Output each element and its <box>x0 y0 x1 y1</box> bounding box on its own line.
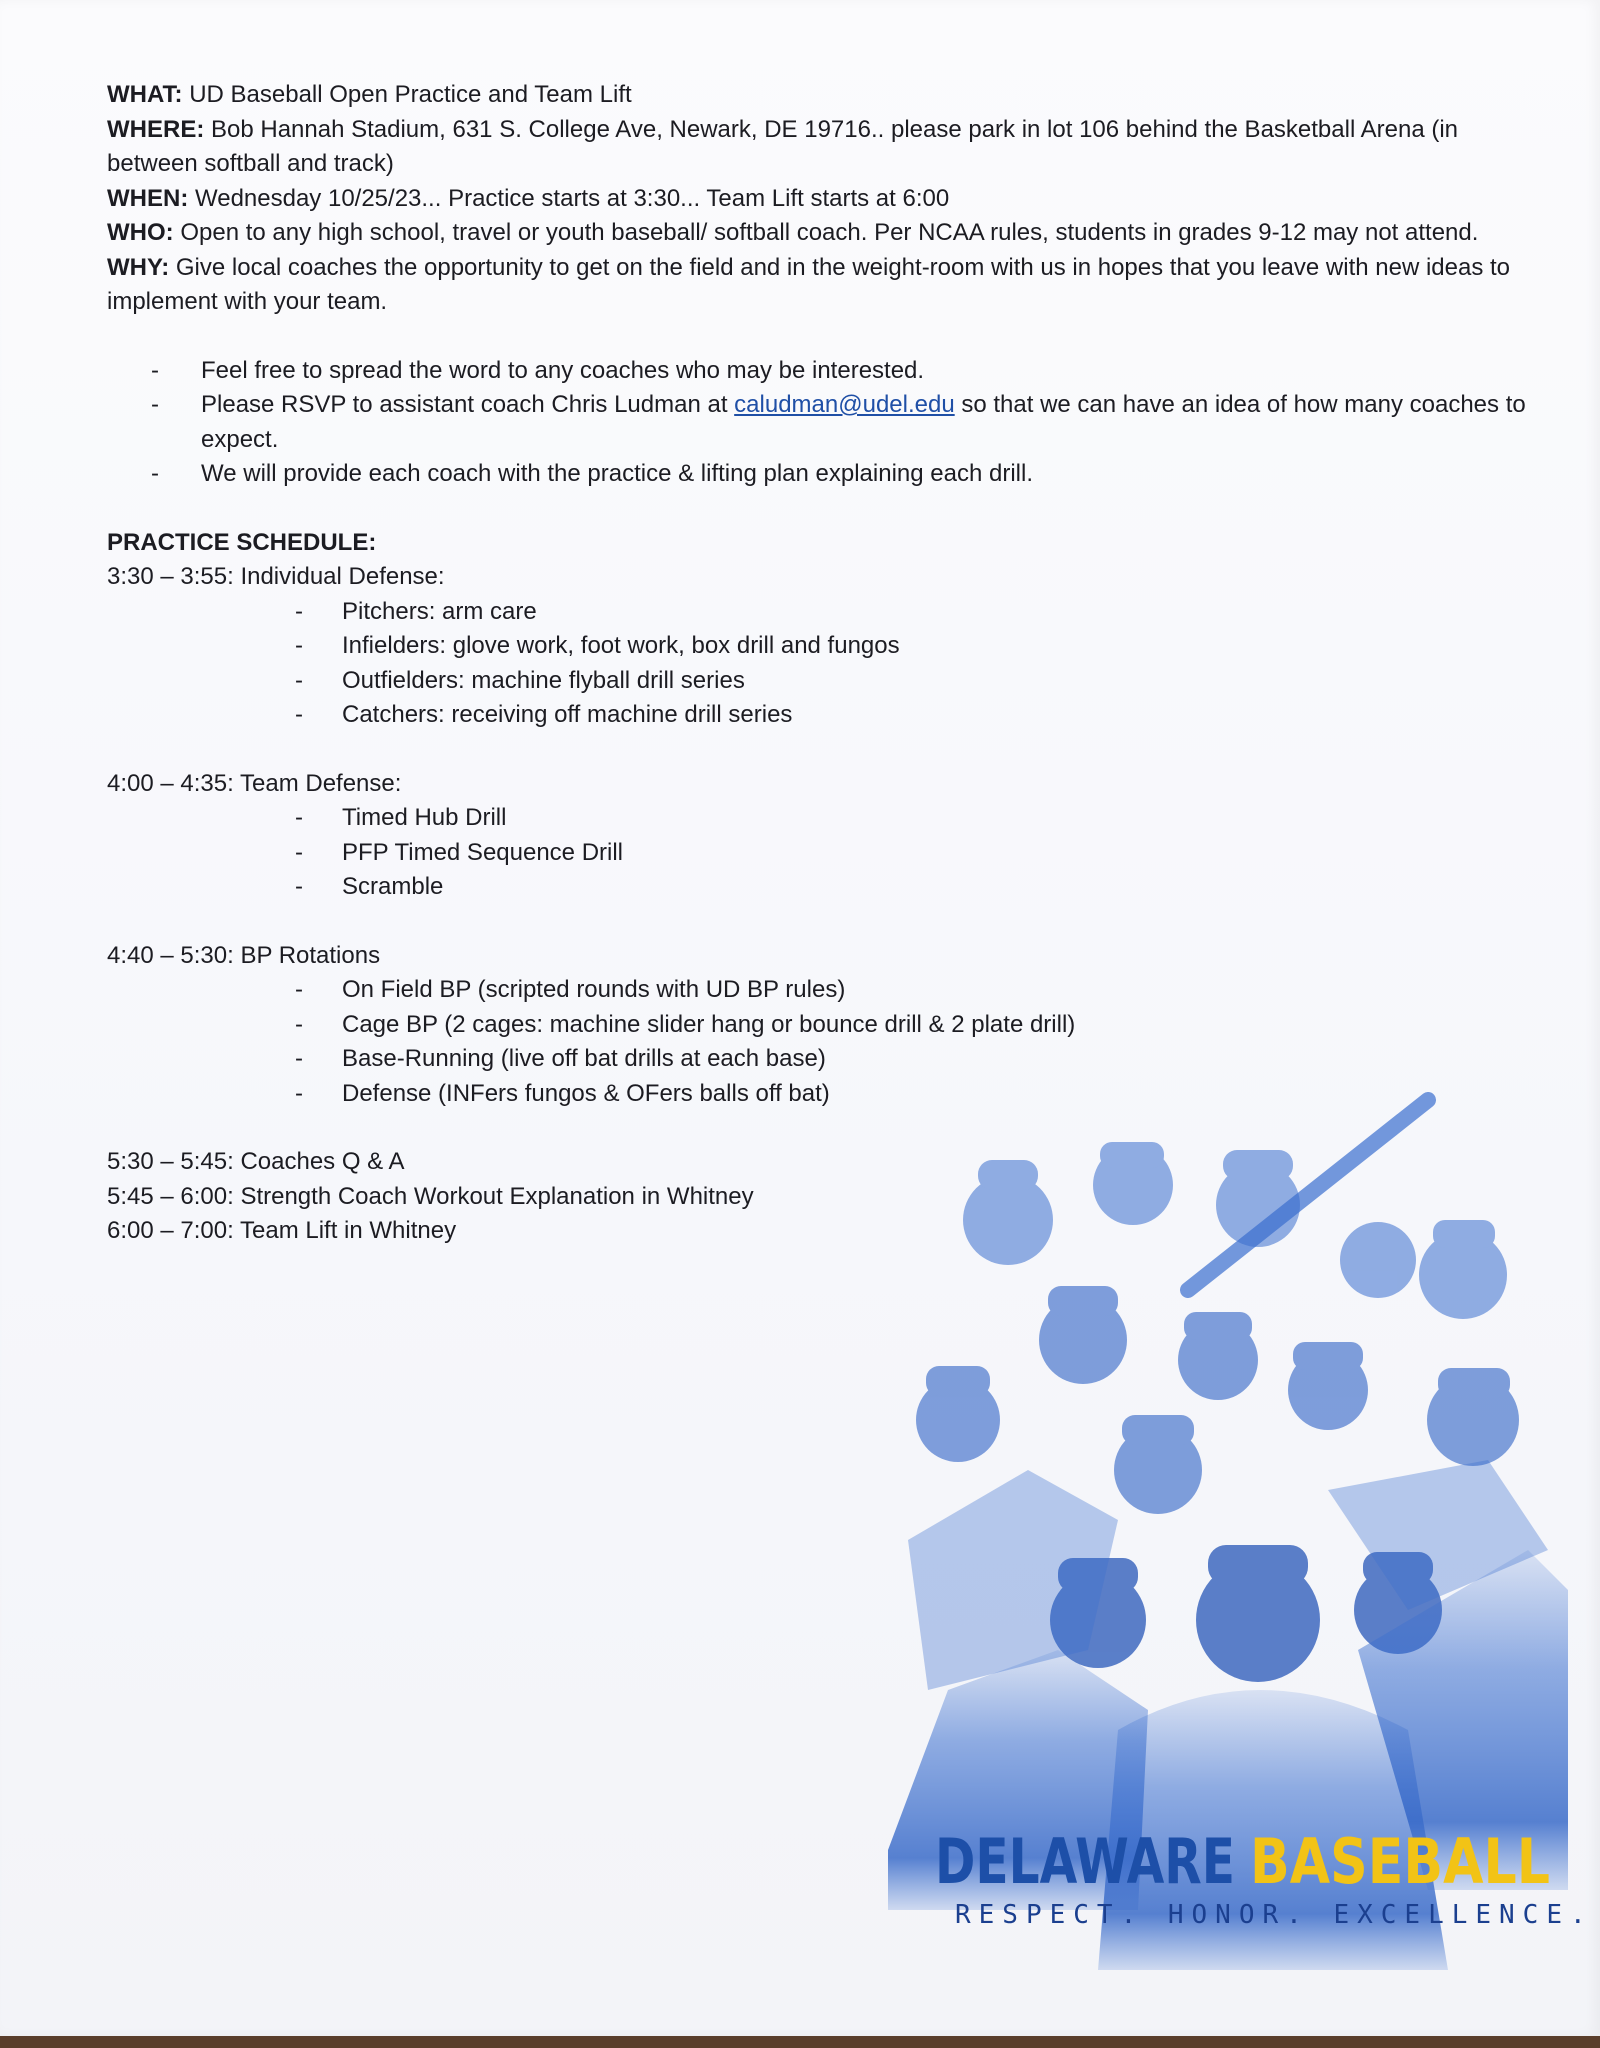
why-value: Give local coaches the opportunity to get on the field and in the weight-room with us in hopes that you leave with new ideas to implement with your team. <box>107 253 1511 315</box>
where-line <box>107 113 1547 182</box>
schedule-item: - Timed Hub Drill <box>295 804 507 831</box>
note-item: - Please RSVP to assistant coach Chris Ludman at caludman@udel.edu so that we can have an idea of how many coaches to expect. <box>151 391 1526 453</box>
who-line <box>107 216 1547 251</box>
schedule-item: - Catchers: receiving off machine drill series <box>295 701 793 728</box>
who-value: Open to any high school, travel or youth baseball/ softball coach. Per NCAA rules, students in grades 9-12 may not attend. <box>173 219 1479 246</box>
where-value: Bob Hannah Stadium, 631 S. College Ave, Newark, DE 19716.. please park in lot 106 behind the Basketball Arena (in between softball and track) <box>107 115 1459 177</box>
why-label: WHY: <box>107 253 170 281</box>
schedule-item: - Cage BP (2 cages: machine slider hang or bounce drill & 2 plate drill) <box>295 1010 1076 1038</box>
schedule-item: - Pitchers: arm care <box>295 597 537 625</box>
what-line <box>107 78 1547 113</box>
schedule-block-title: 3:30 – 3:55: Individual Defense: <box>107 563 445 590</box>
svg-text:BASEBALL: BASEBALL <box>1250 1825 1550 1898</box>
schedule-item: - PFP Timed Sequence Drill <box>295 838 624 866</box>
schedule-item: - Defense (INFers fungos & OFers balls off bat) <box>295 1079 830 1107</box>
schedule-block-title: 4:00 – 4:35: Team Defense: <box>107 769 402 797</box>
where-label: WHERE: <box>107 115 205 143</box>
note-item: - We will provide each coach with the practice & lifting plan explaining each drill. <box>151 460 1033 487</box>
rsvp-email-link[interactable]: caludman@udel.edu <box>734 391 955 418</box>
schedule-closing-item: 5:45 – 6:00: Strength Coach Workout Explanation in Whitney <box>107 1182 754 1210</box>
svg-text:DELAWARE: DELAWARE <box>935 1825 1235 1898</box>
schedule-item: - On Field BP (scripted rounds with UD BP rules) <box>295 976 846 1003</box>
why-line <box>107 251 1547 320</box>
delaware-baseball-logo <box>935 1825 1555 1898</box>
note-item: - Feel free to spread the word to any coaches who may be interested. <box>151 356 925 384</box>
when-line <box>107 182 1547 217</box>
schedule-closing-item: 6:00 – 7:00: Team Lift in Whitney <box>107 1217 457 1244</box>
schedule-closing-item: 5:30 – 5:45: Coaches Q & A <box>107 1148 405 1175</box>
when-label: WHEN: <box>107 184 189 212</box>
what-value: UD Baseball Open Practice and Team Lift <box>182 81 632 108</box>
when-value: Wednesday 10/25/23... Practice starts at 3:30... Team Lift starts at 6:00 <box>188 184 950 212</box>
flyer-text <box>107 78 1547 1249</box>
schedule-heading: PRACTICE SCHEDULE: <box>107 528 377 556</box>
schedule-item: - Scramble <box>295 873 444 900</box>
schedule-item: - Base-Running (live off bat drills at each base) <box>295 1045 826 1072</box>
schedule-item: - Outfielders: machine flyball drill series <box>295 666 745 694</box>
logo-tagline: RESPECT. HONOR. EXCELLENCE. <box>955 1900 1594 1930</box>
what-label: WHAT: <box>107 81 183 108</box>
who-label: WHO: <box>107 219 174 246</box>
schedule-item: - Infielders: glove work, foot work, box drill and fungos <box>295 632 900 659</box>
schedule-block-title: 4:40 – 5:30: BP Rotations <box>107 941 381 969</box>
